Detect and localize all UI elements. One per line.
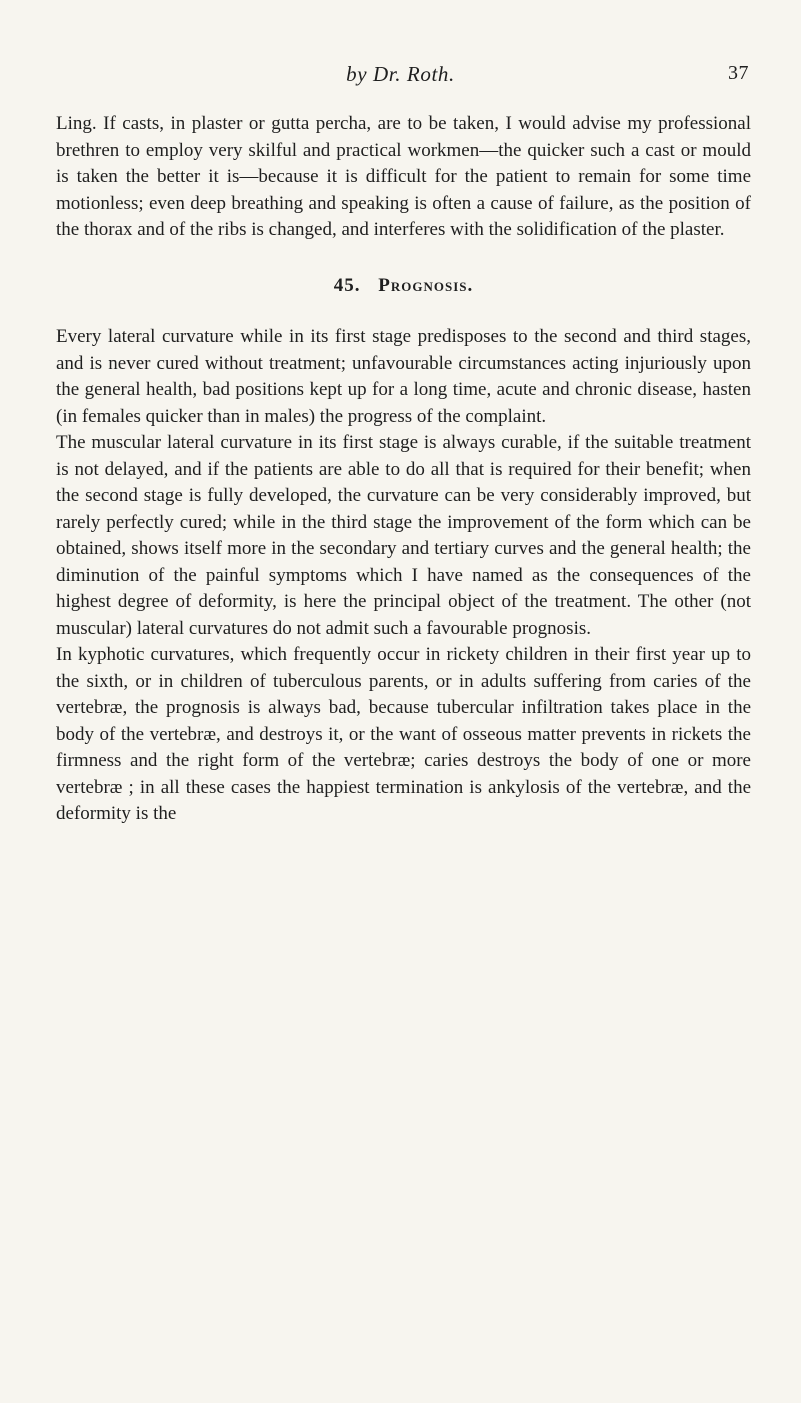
section-heading <box>56 273 751 300</box>
prognosis-paragraph-1: Every lateral curvature while in its first stage predisposes to the second and third stages, and is never cured without treatment; unfavourable circumstances acting injuriously upon the general health, bad positions kept up for a long time, acute and chronic disease, hasten (in females quicker than in males) the progress of the complaint. <box>56 326 751 427</box>
continued-paragraph: Ling. If casts, in plaster or gutta percha, are to be taken, I would advise my professional brethren to employ very skilful and practical workmen—the quicker such a cast or mould is taken the better it is—because it is difficult for the patient to remain for some time motionless; even deep breathing and speaking is often a cause of failure, as the position of the thorax and of the ribs is changed, and interferes with the solidification of the plaster. <box>56 113 751 240</box>
page-body-text <box>56 111 751 828</box>
running-title: by Dr. Roth. <box>346 62 455 86</box>
prognosis-paragraph-3: In kyphotic curvatures, which frequently occur in rickety children in their first year up to the sixth, or in children of tuberculous parents, or in adults suffering from caries of the vertebræ, the prognosis is always bad, because tubercular infiltration takes place in the body of the vertebræ, and destroys it, or the want of osseous matter prevents in rickets the firmness and the right form of the vertebræ; caries destroys the body of one or more vertebræ ; in all these cases the happiest termination is ankylosis of the vertebræ, and the deformity is the <box>56 644 751 824</box>
prognosis-paragraph-2: The muscular lateral curvature in its first stage is always curable, if the suitable treatment is not delayed, and if the patients are able to do all that is required for their benefit; when the second stage is fully developed, the curvature can be very considerably improved, but rarely perfectly cured; while in the third stage the improvement of the form which can be obtained, shows itself more in the secondary and tertiary curves and the general health; the diminution of the painful symptoms which I have named as the consequences of the highest degree of deformity, is here the principal object of the treatment. The other (not muscular) lateral curvatures do not admit such a favourable prognosis. <box>56 432 751 639</box>
section-number: 45. <box>333 274 361 296</box>
section-title: Prognosis. <box>378 274 474 296</box>
running-header <box>0 62 801 92</box>
page-number: 37 <box>728 62 749 84</box>
